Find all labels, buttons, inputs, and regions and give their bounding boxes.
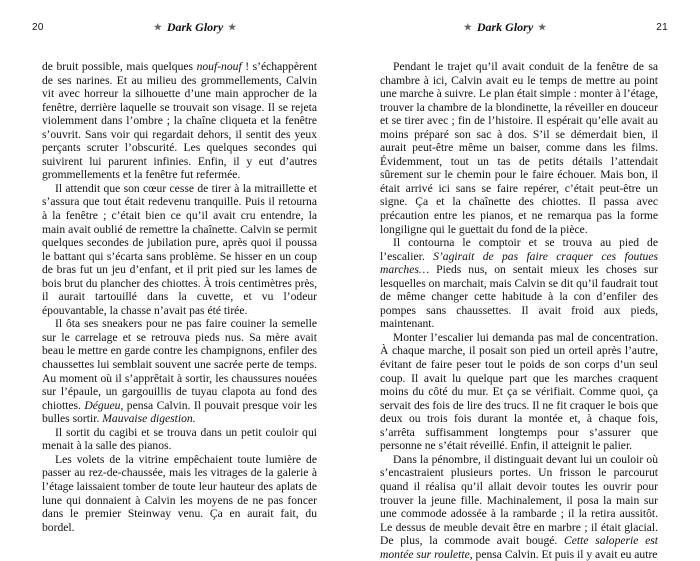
- star-icon: ★: [538, 22, 547, 32]
- text-run: Pieds nus, on sentait mieux les choses sur lesquelles on marchait, mais Calvin se dit qu’il faudrait tout de même changer cette habitude à la con d’enfiler des pompes sans chaussettes. Il avait froid aux pieds, maintenant.: [380, 263, 658, 331]
- paragraph: [42, 453, 317, 534]
- text-run: Il attendit que son cœur cesse de tirer à la mitraillette et s’assura que tout était redevenu tranquille. Puis il retourna à la fenêtre ; c’était bien ce qu’il avait cru entendre, la main avait oublié de remettre la chaînette. Calvin se permit quelques secondes de jubilation pure, après quoi il poussa le battant qui s’écarta sans problème. Se hisser en un coup de bras fut un jeu d’enfant, et il prit pied sur les lames de bois brut du plancher des chiottes. À trois centimètres près, il aurait tartouillé dans la cuvette, et vu l’odeur épouvantable, la chasse n’avait pas été tirée.: [42, 181, 317, 317]
- italic-run: S’agirait de pas faire craquer ces foutues marches…: [380, 249, 658, 277]
- text-run: Les volets de la vitrine empêchaient toute lumière de passer au rez-de-chaussée, mais les vitrages de la galerie à l’étage laissaient tomber de toute leur hauteur des aplats de lune qui donnaient à Calvin les moyens de ne pas foncer dans le premier Steinway venu. Ça en aurait fait, du bordel.: [42, 452, 317, 534]
- paragraph: [380, 236, 658, 331]
- paragraph: [42, 426, 317, 453]
- running-head-right: [350, 22, 700, 38]
- paragraph: [380, 60, 658, 236]
- text-run: Monter l’escalier lui demanda pas mal de concentration. À chaque marche, il posait son pied un orteil après l’autre, évitant de faire peser tout le poids de son corps d’un seul coup. Il avait lu quelque part que les marches craquent moins du côté du mur. Et ça se vérifiait. Comme quoi, ça servait des fois de lire des trucs. Il ne fit craquer le bois que deux ou trois fois durant la montée et, à chaque fois, s’arrêta suffisamment longtemps pour s’assurer que personne ne s’était réveillé. Enfin, il atteignit le palier.: [380, 330, 658, 453]
- text-run: Dans la pénombre, il distinguait devant lui un couloir où s’encastraient plusieurs portes. Un frisson le parcourut quand il réalisa qu’il allait devoir toutes les ouvrir pour trouver la jeune fille. Machinalement, il posa la main sur une commode adossée à la rambarde ; il la retira aussitôt. Le dessus de meuble devait être en marbre ; il était glacial. De plus, la commode avait bougé.: [380, 452, 658, 548]
- page-number: 20: [32, 22, 44, 33]
- text-run: Il contourna le comptoir et se trouva au pied de l’escalier.: [380, 236, 658, 263]
- right-page: [350, 0, 700, 561]
- right-body-text: [380, 60, 658, 561]
- paragraph: [42, 317, 317, 425]
- text-run: Il sortit du cagibi et se trouva dans un petit couloir qui menait à la salle des pianos.: [42, 425, 317, 453]
- left-body-text: [42, 60, 317, 534]
- running-head-left: [0, 22, 350, 38]
- text-run: pensa Calvin. Et puis il y avait eu autre: [472, 547, 658, 561]
- running-title-text: Dark Glory: [476, 20, 534, 34]
- text-run: de bruit possible, mais quelques: [42, 60, 197, 73]
- italic-run: Mauvaise digestion.: [102, 412, 196, 426]
- italic-run: nouf-nouf: [196, 60, 242, 73]
- running-title-text: Dark Glory: [166, 20, 224, 34]
- italic-run: Cette saloperie est montée sur roulette,: [380, 534, 659, 561]
- running-title: [350, 20, 700, 35]
- star-icon: ★: [153, 22, 162, 32]
- text-run: pensa Calvin. Il pouvait presque voir les bulles sortir.: [42, 398, 318, 426]
- star-icon: ★: [228, 22, 237, 32]
- paragraph: [42, 182, 317, 317]
- running-title: [0, 20, 350, 35]
- paragraph: [380, 331, 658, 453]
- text-run: ! s’échappèrent de ses narines. Et au milieu des grommellements, Calvin vit avec horreur la silhouette d’une main approcher de la fenêtre, derrière laquelle se trouvait son visage. Il se rejeta violemment dans l’ombre ; la chaîne cliqueta et la fenêtre s’ouvrit. Sans voir qui regardait dehors, il sentit des yeux perçants scruter l’obscurité. Les quelques secondes qui suivirent lui parurent infinies. Enfin, il y eut d’autres grommellements et la fenêtre fut refermée.: [42, 60, 317, 182]
- text-run: Il ôta ses sneakers pour ne pas faire couiner la semelle sur le carrelage et se retrouva pieds nus. Sa mère avait beau le mettre en garde contre les champignons, enfiler des chaussettes lui semblait souvent une sacrée perte de temps. Au moment où il s’apprêtait à sortir, les chaussures nouées sur l’épaule, un gargouillis de tuyau clapota au fond des chiottes.: [42, 317, 317, 412]
- paragraph: [42, 60, 317, 182]
- paragraph: [380, 453, 658, 561]
- star-icon: ★: [463, 22, 472, 32]
- text-run: Pendant le trajet qu’il avait conduit de la fenêtre de sa chambre à ici, Calvin avait eu le temps de mettre au point une marche à suivre. Le plan était simple : monter à l’étage, trouver la chambre de la blondinette, la réveiller en douceur et se tirer avec ; fin de l’histoire. Il espérait qu’elle avait au moins préparé son sac à dos. S’il se démerdait bien, il aurait peut-être même un baiser, comme dans les films. Évidemment, tout un tas de petits détails l’attendait sûrement sur le chemin pour le faire échouer. Mais bon, il était arrivé ici sans se faire repérer, c’était peut-être un signe. Ça et la chaînette des chiottes. Il passa avec précaution entre les pianos, et ne remarqua pas la forme longiligne qui le guettait du fond de la pièce.: [380, 60, 658, 236]
- italic-run: Dégueu,: [84, 398, 124, 412]
- left-page: [0, 0, 350, 557]
- page-number: 21: [656, 22, 668, 33]
